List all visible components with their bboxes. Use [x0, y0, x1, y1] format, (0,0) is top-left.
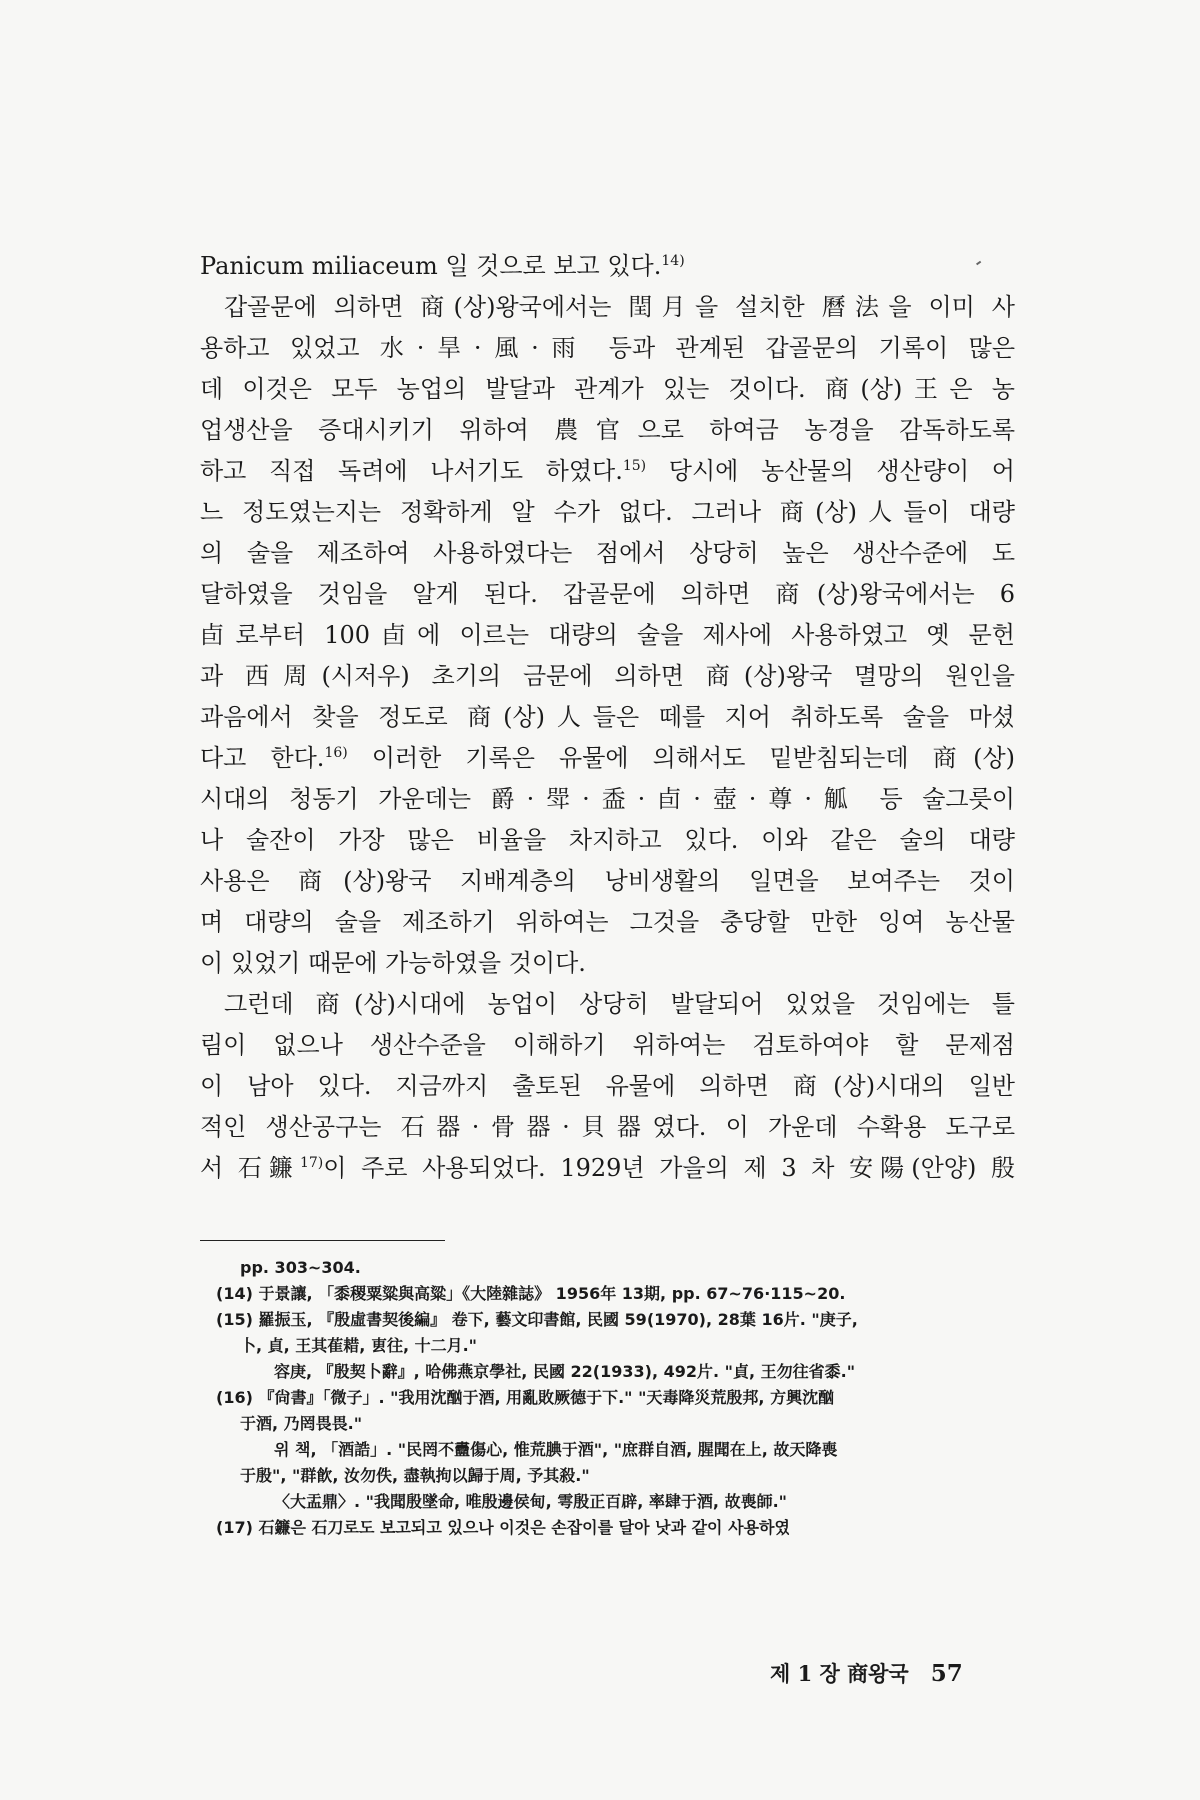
line-text: 卣로부터 100卣에 이르는 대량의 술을 제사에 사용하였고 옛 문헌	[200, 621, 1015, 649]
line-text-cont: 이 주로 사용되었다. 1929년 가을의 제 3 차 安陽(안양) 殷	[323, 1154, 1015, 1182]
line-text: 다고 한다.	[200, 744, 325, 772]
line-text: 사용은 商(상)왕국 지배계층의 낭비생활의 일면을 보여주는 것이	[200, 867, 1015, 895]
footnote-line: (17) 石鐮은 石刀로도 보고되고 있으나 이것은 손잡이를 달아 낫과 같이 사용하였	[216, 1518, 790, 1537]
footnote-ref: 15)	[622, 458, 647, 474]
page-number: 57	[930, 1660, 963, 1687]
page-footer	[770, 1658, 963, 1688]
text-line	[200, 1148, 1015, 1189]
line-text: 용하고 있었고 水·旱·風·雨 등과 관계된 갑골문의 기록이 많은	[200, 334, 1015, 362]
line-text: 림이 없으나 생산수준을 이해하기 위하여는 검토하여야 할 문제점	[200, 1031, 1015, 1059]
text-line	[200, 287, 1015, 328]
line-text: 그런데 商(상)시대에 농업이 상당히 발달되어 있었을 것임에는 틀	[224, 990, 1015, 1018]
text-line	[200, 984, 1015, 1025]
line-text: 나 술잔이 가장 많은 비율을 차지하고 있다. 이와 같은 술의 대량	[200, 826, 1015, 854]
paragraph	[200, 984, 1015, 1189]
line-text: 이 남아 있다. 지금까지 출토된 유물에 의하면 商(상)시대의 일반	[200, 1072, 1015, 1100]
text-line	[200, 1025, 1015, 1066]
footnote-line: 于酒, 乃罔畏畏."	[240, 1414, 363, 1433]
text-line	[200, 902, 1015, 943]
footnote-rule	[200, 1240, 445, 1241]
line-text: 서 石鐮	[200, 1154, 300, 1182]
footnote-line: 위 책, 「酒誥」. "民罔不衋傷心, 惟荒腆于酒", "庶群自酒, 腥聞在上, 故天降喪	[274, 1440, 838, 1459]
text-line	[200, 574, 1015, 615]
text-line	[200, 943, 1015, 984]
text-line	[200, 451, 1015, 492]
footnote-line: 于殷", "群飮, 汝勿佚, 盡執拘以歸于周, 予其殺."	[240, 1466, 590, 1485]
footnote-ref: 17)	[299, 1155, 324, 1171]
line-text: 시대의 청동기 가운데는 爵·斝·盉·卣·壺·尊·觚 등 술그릇이	[200, 785, 1015, 813]
line-text: 과 西周(시저우) 초기의 금문에 의하면 商(상)왕국 멸망의 원인을	[200, 662, 1015, 690]
line-text: 갑골문에 의하면 商(상)왕국에서는 閏月을 설치한 曆法을 이미 사	[224, 293, 1015, 321]
footnote-line: pp. 303∼304.	[240, 1258, 361, 1277]
footnote-line: (15) 羅振玉, 『殷虛書契後編』 卷下, 藝文印書館, 民國 59(1970), 28葉 16片. "庚子,	[216, 1310, 858, 1329]
line-text: 업생산을 증대시키기 위하여 農官으로 하여금 농경을 감독하도록	[200, 416, 1015, 444]
text-line	[200, 369, 1015, 410]
line-text: 의 술을 제조하여 사용하였다는 점에서 상당히 높은 생산수준에 도	[200, 539, 1015, 567]
text-line	[200, 1107, 1015, 1148]
line-text: 달하였을 것임을 알게 된다. 갑골문에 의하면 商(상)왕국에서는 6	[200, 580, 1015, 608]
chapter-title: 제 1 장 商왕국	[770, 1661, 909, 1686]
line-text-cont: 이러한 기록은 유물에 의해서도 밑받침되는데 商(상)	[347, 744, 1015, 772]
footnotes	[216, 1255, 1016, 1541]
text-line	[200, 492, 1015, 533]
text-line	[200, 615, 1015, 656]
line-text-cont: 당시에 농산물의 생산량이 어	[646, 457, 1015, 485]
text-line	[200, 820, 1015, 861]
paragraph	[200, 287, 1015, 984]
text-line	[200, 738, 1015, 779]
text-line	[200, 779, 1015, 820]
line-text: 과음에서 찾을 정도로 商(상)人들은 떼를 지어 취하도록 술을 마셨	[200, 703, 1015, 731]
text-line	[200, 1066, 1015, 1107]
text-line	[200, 246, 1015, 287]
line-text: 데 이것은 모두 농업의 발달과 관계가 있는 것이다. 商(상)王은 농	[200, 375, 1015, 403]
line-text: Panicum miliaceum 일 것으로 보고 있다.	[200, 252, 662, 280]
body-text	[200, 246, 1015, 1189]
text-line	[200, 861, 1015, 902]
line-text: 느 정도였는지는 정확하게 알 수가 없다. 그러나 商(상)人들이 대량	[200, 498, 1015, 526]
line-text: 하고 직접 독려에 나서기도 하였다.	[200, 457, 623, 485]
footnote-line: 容庚, 『殷契卜辭』, 哈佛燕京學社, 民國 22(1933), 492片. "貞, 王勿往省黍."	[274, 1362, 856, 1381]
footnote-ref: 14)	[661, 253, 685, 269]
footnote-line: 〈大盂鼎〉. "我聞殷墜命, 唯殷邊侯甸, 雩殷正百辟, 率肆于酒, 故喪師."	[274, 1492, 787, 1511]
footnote-line: 卜, 貞, 王其萑耤, 叀往, 十二月."	[240, 1336, 478, 1355]
text-line	[200, 328, 1015, 369]
text-line	[200, 697, 1015, 738]
text-line	[200, 410, 1015, 451]
footnote-line: (16) 『尙書』「微子」. "我用沈酗于酒, 用亂敗厥德于下." "天毒降災荒殷邦, 方興沈酗	[216, 1388, 835, 1407]
line-text: 며 대량의 술을 제조하기 위하여는 그것을 충당할 만한 잉여 농산물	[200, 908, 1015, 936]
footnote-line: (14) 于景讓, 「黍稷粟粱與高粱」《大陸雜誌》 1956年 13期, pp. 67∼76·115∼20.	[216, 1284, 846, 1303]
text-line	[200, 656, 1015, 697]
line-text: 이 있었기 때문에 가능하였을 것이다.	[200, 949, 586, 977]
text-line	[200, 533, 1015, 574]
footnote-ref: 16)	[324, 745, 348, 761]
line-text: 적인 생산공구는 石器·骨器·貝器였다. 이 가운데 수확용 도구로	[200, 1113, 1015, 1141]
